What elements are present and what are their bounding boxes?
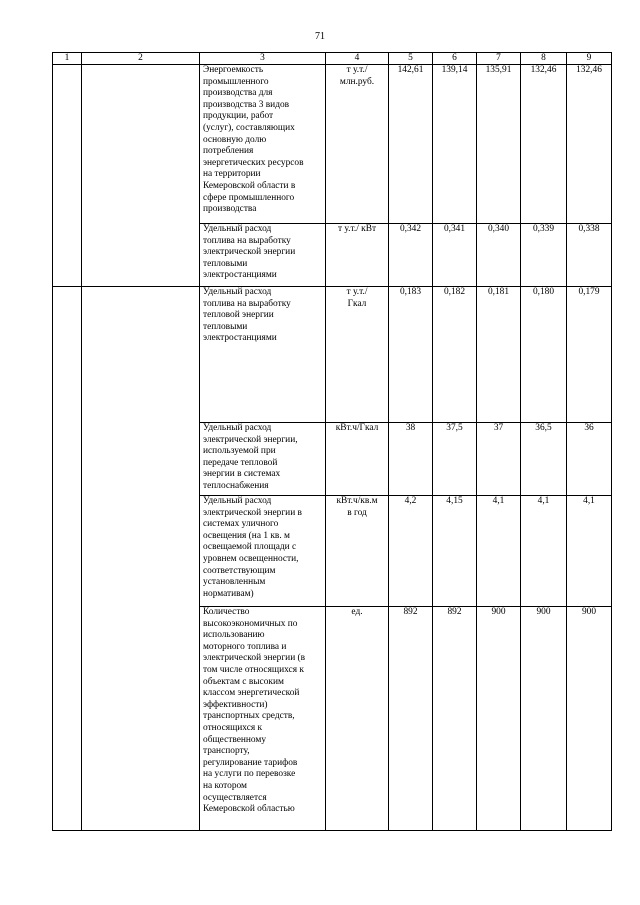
value-cell: 0,182 bbox=[433, 287, 477, 423]
value-cell: 135,91 bbox=[477, 65, 521, 224]
value-cell: 132,46 bbox=[567, 65, 612, 224]
value-cell: 4,2 bbox=[389, 496, 433, 607]
column-number-3: 3 bbox=[200, 53, 326, 65]
value-cell: 36,5 bbox=[521, 423, 567, 496]
indicator-cell: Удельный расход электрической энергии, используемой при передаче тепловой энергии в системах теплоснабжения bbox=[200, 423, 326, 496]
value-cell: 4,1 bbox=[567, 496, 612, 607]
unit-cell: ед. bbox=[326, 607, 389, 831]
indicator-cell: Удельный расход электрической энергии в системах уличного освещения (на 1 кв. м освещаемой площади с уровнем освещенности, соответствующим установленным нормативам) bbox=[200, 496, 326, 607]
value-cell: 0,181 bbox=[477, 287, 521, 423]
header-row bbox=[53, 53, 612, 65]
value-cell: 0,183 bbox=[389, 287, 433, 423]
column-number-5: 5 bbox=[389, 53, 433, 65]
value-cell: 900 bbox=[567, 607, 612, 831]
value-cell: 0,339 bbox=[521, 224, 567, 287]
table-row bbox=[53, 287, 612, 423]
column-number-1: 1 bbox=[53, 53, 82, 65]
column-number-2: 2 bbox=[82, 53, 200, 65]
value-cell: 0,341 bbox=[433, 224, 477, 287]
indicator-cell: Энергоемкость промышленного производства для производства 3 видов продукции, работ (услуг), составляющих основную долю потребления энергетических ресурсов на территории Кемеровской области в сфере промышленного производства bbox=[200, 65, 326, 224]
unit-cell: т у.т./ кВт bbox=[326, 224, 389, 287]
value-cell: 0,180 bbox=[521, 287, 567, 423]
value-cell: 892 bbox=[389, 607, 433, 831]
value-cell: 4,15 bbox=[433, 496, 477, 607]
indicator-cell: Удельный расход топлива на выработку тепловой энергии тепловыми электростанциями bbox=[200, 287, 326, 423]
value-cell: 37 bbox=[477, 423, 521, 496]
column-number-9: 9 bbox=[567, 53, 612, 65]
column-number-7: 7 bbox=[477, 53, 521, 65]
unit-cell: кВт.ч/Гкал bbox=[326, 423, 389, 496]
table-row bbox=[53, 65, 612, 224]
unit-cell: т у.т./ млн.руб. bbox=[326, 65, 389, 224]
page-number: 71 bbox=[315, 31, 325, 42]
indicators-table bbox=[52, 52, 612, 831]
indicator-cell: Количество высокоэкономичных по использованию моторного топлива и электрической энергии (в том числе относящихся к объектам с высоким классом энергетической эффективности) транспортных средств, относящихся к общественному транспорту, регулирование тарифов на услуги по перевозке на котором осуществляется Кемеровской областью bbox=[200, 607, 326, 831]
cell-empty bbox=[53, 287, 82, 831]
cell-empty bbox=[82, 287, 200, 831]
value-cell: 4,1 bbox=[521, 496, 567, 607]
value-cell: 900 bbox=[477, 607, 521, 831]
value-cell: 900 bbox=[521, 607, 567, 831]
value-cell: 0,179 bbox=[567, 287, 612, 423]
column-number-8: 8 bbox=[521, 53, 567, 65]
value-cell: 142,61 bbox=[389, 65, 433, 224]
value-cell: 38 bbox=[389, 423, 433, 496]
column-number-4: 4 bbox=[326, 53, 389, 65]
value-cell: 0,340 bbox=[477, 224, 521, 287]
indicator-cell: Удельный расход топлива на выработку электрической энергии тепловыми электростанциями bbox=[200, 224, 326, 287]
value-cell: 892 bbox=[433, 607, 477, 831]
value-cell: 132,46 bbox=[521, 65, 567, 224]
unit-cell: кВт.ч/кв.м в год bbox=[326, 496, 389, 607]
value-cell: 0,342 bbox=[389, 224, 433, 287]
value-cell: 37,5 bbox=[433, 423, 477, 496]
value-cell: 139,14 bbox=[433, 65, 477, 224]
cell-empty bbox=[53, 65, 82, 287]
value-cell: 36 bbox=[567, 423, 612, 496]
column-number-6: 6 bbox=[433, 53, 477, 65]
unit-cell: т у.т./ Гкал bbox=[326, 287, 389, 423]
value-cell: 0,338 bbox=[567, 224, 612, 287]
value-cell: 4,1 bbox=[477, 496, 521, 607]
cell-empty bbox=[82, 65, 200, 287]
